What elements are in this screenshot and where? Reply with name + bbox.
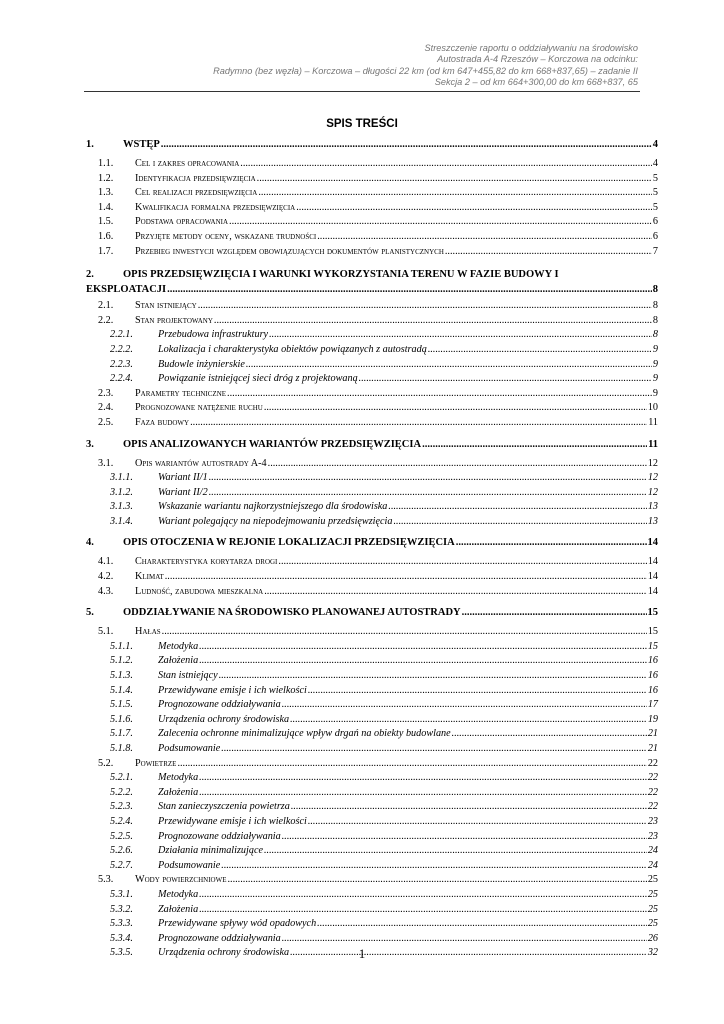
toc-number: 5.1.8.	[110, 743, 133, 754]
toc-text: Budowle inżynierskie	[158, 358, 245, 370]
toc-text: Wariant II/2	[158, 486, 208, 498]
toc-number: 2.5.	[98, 416, 114, 428]
toc-leader	[229, 216, 652, 227]
toc-number: 5.1.7.	[110, 728, 133, 740]
toc-number: 5.2.5.	[110, 830, 133, 842]
toc-number: 5.2.	[98, 757, 114, 769]
toc-leader	[258, 187, 652, 198]
toc-text: Prognozowane natężenie ruchu	[135, 402, 263, 414]
toc-entry-level2[interactable]	[86, 187, 658, 202]
toc-number: 1.1.	[98, 158, 114, 169]
toc-entry-level3[interactable]	[86, 373, 658, 388]
toc-entry-level3[interactable]	[86, 344, 658, 359]
toc-page: 4	[652, 158, 658, 169]
toc-page: 8	[652, 314, 658, 326]
toc-text: Cel i zakres opracowania	[135, 158, 240, 169]
toc-page: 16	[647, 684, 658, 696]
toc-number: 5.3.3.	[110, 918, 133, 930]
toc-page: 14	[647, 537, 658, 549]
toc-entry-level3[interactable]	[86, 641, 658, 656]
toc-leader	[221, 860, 647, 871]
toc-leader	[290, 714, 647, 725]
toc-entry-level2[interactable]	[86, 231, 658, 246]
toc-page: 17	[647, 699, 658, 711]
toc-entry-level3[interactable]	[86, 772, 658, 787]
toc-page: 6	[652, 216, 658, 228]
toc-entry-level3[interactable]	[86, 359, 658, 374]
toc-page: 23	[647, 830, 658, 842]
toc-page: 15	[647, 626, 658, 638]
toc-page: 22	[647, 757, 658, 769]
toc-number: 3.	[86, 438, 94, 450]
header-divider	[84, 91, 640, 92]
toc-page: 13	[647, 515, 658, 527]
toc-leader	[445, 246, 652, 257]
toc-number: 5.2.4.	[110, 815, 133, 827]
toc-text: Cel realizacji przedsięwzięcia	[135, 187, 258, 199]
toc-leader	[214, 315, 652, 326]
toc-entry-level3[interactable]	[86, 801, 658, 816]
toc-text: Podsumowanie	[158, 743, 221, 754]
toc-leader	[308, 816, 647, 827]
toc-number: 2.1.	[98, 300, 114, 312]
toc-page: 12	[647, 457, 658, 469]
toc-page: 22	[647, 772, 658, 784]
toc-entry-level3[interactable]	[86, 860, 658, 875]
toc-text: Przewidywane emisje i ich wielkości	[158, 815, 307, 827]
toc-leader	[199, 787, 647, 798]
toc-title: SPIS TREŚCI	[326, 118, 398, 130]
toc-leader	[282, 831, 647, 842]
toc-text: Prognozowane oddziaływania	[158, 830, 281, 842]
toc-entry-level1[interactable]	[86, 607, 658, 622]
toc-text: Stan projektowany	[135, 314, 213, 326]
toc-number: 5.2.6.	[110, 845, 133, 857]
toc-number: 1.2.	[98, 172, 114, 184]
toc-text: Wody powierzchniowe	[135, 874, 227, 886]
toc-text: Stan istniejący	[158, 670, 218, 682]
toc-entry-level2[interactable]	[86, 556, 658, 571]
toc-number: 5.1.2.	[110, 655, 133, 667]
toc-number: 5.3.	[98, 874, 114, 886]
toc-entry-level2[interactable]	[86, 458, 658, 473]
toc-page: 16	[647, 655, 658, 667]
toc-entry-level2[interactable]	[86, 158, 658, 173]
toc-leader	[308, 685, 647, 696]
toc-leader	[428, 344, 652, 355]
toc-leader	[317, 231, 652, 242]
toc-page: 21	[647, 728, 658, 740]
toc-entry-level2[interactable]	[86, 586, 658, 601]
toc-page: 9	[652, 358, 658, 370]
toc-page: 9	[652, 373, 658, 385]
toc-text: Założenia	[158, 786, 199, 798]
toc-text: OPIS OTOCZENIA W REJONIE LOKALIZACJI PRZEDSIĘWZIĘCIA	[123, 537, 455, 549]
toc-text: Powiązanie istniejącej sieci dróg z projektowaną	[158, 373, 358, 385]
toc-page: 5	[652, 172, 658, 184]
toc-leader	[209, 472, 647, 483]
toc-entry-level3[interactable]	[86, 831, 658, 846]
toc-entry-level3[interactable]	[86, 472, 658, 487]
toc-leader	[264, 402, 647, 413]
toc-page: 13	[647, 501, 658, 513]
toc-text: Lokalizacja i charakterystyka obiektów powiązanych z autostradą	[158, 343, 427, 355]
toc-number: 2.2.2.	[110, 343, 133, 355]
toc-leader	[198, 300, 652, 311]
toc-entry-level2[interactable]	[86, 402, 658, 417]
toc-leader	[462, 607, 647, 618]
toc-number: 5.1.5.	[110, 699, 133, 711]
toc-number: 5.1.6.	[110, 713, 133, 725]
toc-leader	[227, 388, 652, 399]
toc-page: 12	[647, 472, 658, 484]
toc-number: 3.1.3.	[110, 501, 133, 513]
toc-leader	[167, 282, 652, 297]
header-line: Streszczenie raportu o oddziaływaniu na środowisko	[424, 43, 638, 53]
toc-text: Prognozowane oddziaływania	[158, 699, 281, 711]
toc-leader	[268, 458, 647, 469]
toc-number: 5.2.1.	[110, 772, 133, 784]
toc-number: 1.4.	[98, 201, 114, 213]
toc-page: 22	[647, 786, 658, 798]
toc-leader	[388, 501, 646, 512]
toc-leader	[227, 874, 646, 885]
toc-text: Faza budowy	[135, 416, 190, 428]
toc-leader	[269, 329, 652, 340]
toc-number: 2.4.	[98, 402, 114, 414]
toc-page: 24	[647, 845, 658, 857]
toc-number: 5.1.1.	[110, 640, 133, 652]
toc-text: Założenia	[158, 903, 199, 915]
running-header	[78, 43, 638, 89]
toc-number: 2.2.4.	[110, 373, 133, 385]
toc-number: 1.3.	[98, 187, 114, 199]
toc-text: Działania minimalizujące	[158, 845, 263, 857]
toc-leader	[393, 516, 646, 527]
toc-entry-level1[interactable]	[86, 439, 658, 454]
toc-number: 4.2.	[98, 571, 114, 583]
toc-text: Prognozowane oddziaływania	[158, 932, 281, 944]
header-line: Radymno (bez węzła) – Korczowa – długości 22 km (od km 647+455,82 do km 668+837,65) – zadanie II	[213, 65, 638, 76]
toc-page: 14	[647, 585, 658, 597]
header-line: Sekcja 2 – od km 664+300,00 do km 668+837, 65	[434, 77, 638, 88]
toc-number: 2.2.	[98, 314, 114, 326]
toc-number: 1.	[86, 139, 94, 150]
toc-text: Podsumowanie	[158, 859, 221, 871]
toc-page: 8	[652, 329, 658, 341]
toc-page: 9	[652, 343, 658, 355]
header-line: Autostrada A-4 Rzeszów – Korczowa na odcinku:	[437, 54, 638, 65]
toc-entry-level2[interactable]	[86, 202, 658, 217]
toc-entry-level2[interactable]	[86, 315, 658, 330]
toc-entry-level1[interactable]	[86, 139, 658, 154]
toc-leader	[209, 487, 647, 498]
toc-page: 12	[647, 486, 658, 498]
toc-page: 6	[652, 230, 658, 242]
toc-leader	[422, 439, 647, 450]
toc-number: 5.2.7.	[110, 859, 133, 871]
toc-leader	[177, 758, 646, 769]
toc-page: 19	[647, 713, 658, 725]
toc-entry-level2[interactable]	[86, 626, 658, 641]
toc-page: 21	[647, 743, 658, 754]
toc-entry-level2[interactable]	[86, 571, 658, 586]
toc-entry-level3[interactable]	[86, 845, 658, 860]
toc-entry-level3[interactable]	[86, 655, 658, 670]
toc-page: 23	[647, 815, 658, 827]
toc-page: 14	[647, 556, 658, 568]
toc-text: Przyjęte metody oceny, wskazane trudności	[135, 230, 317, 242]
toc-entry-level3[interactable]	[86, 918, 658, 933]
toc-text: Charakterystyka korytarza drogi	[135, 556, 278, 568]
toc-text: Stan zanieczyszczenia powietrza	[158, 801, 290, 813]
toc-number: 5.3.4.	[110, 932, 133, 944]
toc-text: ODDZIAŁYWANIE NA ŚRODOWISKO PLANOWANEJ AUTOSTRADY	[123, 607, 461, 619]
toc-entry-level2[interactable]	[86, 417, 658, 432]
toc-leader	[317, 918, 647, 929]
toc-leader	[199, 655, 647, 666]
toc-leader	[162, 626, 647, 637]
toc-number: 3.1.1.	[110, 472, 133, 484]
toc-entry-level2[interactable]	[86, 388, 658, 403]
toc-entry-level3[interactable]	[86, 889, 658, 904]
toc-entry-level3[interactable]	[86, 699, 658, 714]
toc-page: 15	[647, 607, 658, 619]
toc-entry-level2[interactable]	[86, 246, 658, 261]
toc-page: 8	[652, 284, 658, 296]
toc-text: Wariant II/1	[158, 472, 208, 484]
toc-text: Parametry techniczne	[135, 387, 227, 399]
toc-text: Stan istniejący	[135, 300, 197, 312]
toc-leader	[291, 801, 647, 812]
toc-text: Metodyka	[158, 888, 199, 900]
toc-entry-level3[interactable]	[86, 501, 658, 516]
toc-number: 1.6.	[98, 230, 114, 242]
toc-number: 2.2.3.	[110, 358, 133, 370]
toc-page: 9	[652, 387, 658, 399]
toc-number: 2.	[86, 269, 94, 281]
toc-leader	[199, 889, 647, 900]
toc-text: Założenia	[158, 655, 199, 667]
toc-page: 24	[647, 859, 658, 871]
toc-entry-level3[interactable]	[86, 329, 658, 344]
toc-entry-level3[interactable]	[86, 487, 658, 502]
toc-number: 5.3.1.	[110, 888, 133, 900]
toc-number: 4.	[86, 537, 94, 549]
toc-leader	[264, 586, 647, 597]
toc-number: 5.3.2.	[110, 903, 133, 915]
toc-page: 25	[647, 918, 658, 930]
toc-page: 25	[647, 903, 658, 915]
toc-number: 2.3.	[98, 387, 114, 399]
toc-page: 10	[647, 402, 658, 414]
toc-page: 7	[652, 245, 658, 257]
toc-leader	[282, 699, 647, 710]
toc-leader	[221, 743, 647, 754]
toc-number: 5.1.	[98, 626, 114, 638]
toc-entry-level3[interactable]	[86, 714, 658, 729]
toc-leader	[452, 728, 647, 739]
toc-text: Przewidywane emisje i ich wielkości	[158, 684, 307, 696]
toc-entry-level2[interactable]	[86, 758, 658, 773]
toc-leader	[257, 173, 652, 184]
table-of-contents	[86, 139, 658, 962]
toc-entry-level1[interactable]	[86, 267, 658, 297]
toc-number: 3.1.4.	[110, 515, 133, 527]
toc-page: 5	[652, 187, 658, 199]
toc-text: EKSPLOATACJI	[86, 284, 167, 296]
toc-text: Przewidywane spływy wód opadowych	[158, 918, 317, 930]
toc-text: Klimat	[135, 571, 164, 583]
toc-number: 5.	[86, 607, 94, 619]
toc-text: Urządzenia ochrony środowiska	[158, 947, 290, 959]
toc-text: Zalecenia ochronne minimalizujące wpływ drgań na obiekty budowlane	[158, 728, 451, 740]
toc-leader	[246, 359, 652, 370]
toc-text: WSTĘP	[123, 139, 160, 150]
toc-number: 2.2.1.	[110, 329, 133, 341]
toc-text: OPIS ANALIZOWANYCH WARIANTÓW PRZEDSIĘWZIĘCIA	[123, 438, 422, 450]
toc-text: Metodyka	[158, 772, 199, 784]
toc-number: 1.5.	[98, 216, 114, 228]
toc-leader	[161, 139, 652, 150]
toc-number: 4.1.	[98, 556, 114, 568]
toc-number: 1.7.	[98, 245, 114, 257]
toc-leader	[199, 904, 647, 915]
toc-entry-level3[interactable]	[86, 728, 658, 743]
toc-page: 11	[648, 438, 658, 450]
toc-entry-level3[interactable]	[86, 685, 658, 700]
toc-entry-level3[interactable]	[86, 743, 658, 758]
toc-entry-level3[interactable]	[86, 816, 658, 831]
toc-leader	[264, 845, 647, 856]
toc-entry-level3[interactable]	[86, 516, 658, 531]
toc-page: 8	[652, 300, 658, 312]
toc-entry-level3[interactable]	[86, 904, 658, 919]
toc-leader	[278, 556, 646, 567]
toc-page: 11	[648, 416, 658, 428]
toc-number: 5.2.3.	[110, 801, 133, 813]
toc-leader	[282, 933, 647, 944]
toc-text: OPIS PRZEDSIĘWZIĘCIA I WARUNKI WYKORZYSTANIA TERENU W FAZIE BUDOWY I	[123, 269, 559, 281]
toc-text: Metodyka	[158, 640, 199, 652]
toc-entry-level2[interactable]	[86, 874, 658, 889]
toc-entry-level2[interactable]	[86, 173, 658, 188]
toc-text: Identyfikacja przedsięwzięcia	[135, 172, 256, 184]
toc-entry-level2[interactable]	[86, 216, 658, 231]
toc-entry-level1[interactable]	[86, 537, 658, 552]
toc-number: 5.1.3.	[110, 670, 133, 682]
toc-page: 25	[647, 874, 658, 886]
toc-page: 25	[647, 888, 658, 900]
toc-entry-level2[interactable]	[86, 300, 658, 315]
toc-entry-level3[interactable]	[86, 787, 658, 802]
toc-text: Przebudowa infrastruktury	[158, 329, 269, 341]
toc-leader	[199, 641, 647, 652]
toc-page: 5	[652, 201, 658, 213]
toc-text: Wskazanie wariantu najkorzystniejszego dla środowiska	[158, 501, 388, 513]
toc-text: Opis wariantów autostrady A-4	[135, 457, 267, 469]
toc-text: Powietrze	[135, 757, 177, 769]
toc-number: 3.1.	[98, 457, 114, 469]
toc-page: 26	[647, 932, 658, 944]
toc-page: 4	[652, 139, 658, 150]
toc-page: 16	[647, 670, 658, 682]
toc-leader	[456, 537, 647, 548]
toc-entry-level3[interactable]	[86, 670, 658, 685]
toc-number: 5.2.2.	[110, 786, 133, 798]
toc-number: 5.3.5.	[110, 947, 133, 959]
toc-leader	[165, 571, 647, 582]
toc-leader	[296, 202, 652, 213]
toc-leader	[359, 373, 652, 384]
page-number: 1	[358, 946, 366, 961]
toc-number: 5.1.4.	[110, 684, 133, 696]
toc-page: 22	[647, 801, 658, 813]
toc-page: 15	[647, 640, 658, 652]
toc-leader	[199, 772, 647, 783]
toc-text: Przebieg inwestycji względem obowiązujących dokumentów planistycznych	[135, 245, 444, 257]
toc-text: Wariant polegający na niepodejmowaniu przedsięwzięcia	[158, 515, 393, 527]
toc-leader	[219, 670, 647, 681]
toc-text: Hałas	[135, 626, 161, 638]
toc-leader	[240, 158, 652, 169]
toc-number: 3.1.2.	[110, 486, 133, 498]
toc-text: Ludność, zabudowa mieszkalna	[135, 585, 264, 597]
toc-text: Urządzenia ochrony środowiska	[158, 713, 290, 725]
toc-text: Kwalifikacja formalna przedsięwzięcia	[135, 201, 296, 213]
toc-text: Podstawa opracowania	[135, 216, 229, 228]
toc-number: 4.3.	[98, 585, 114, 597]
toc-leader	[190, 417, 647, 428]
toc-page: 14	[647, 571, 658, 583]
toc-page: 32	[647, 947, 658, 959]
